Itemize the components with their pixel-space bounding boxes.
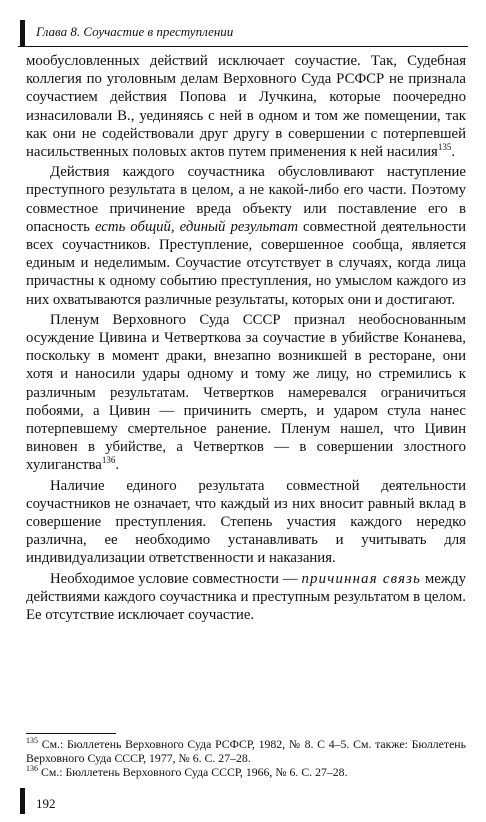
footnote-136 (26, 765, 466, 779)
paragraph-5-emphasis: причинная связь (301, 570, 422, 587)
paragraph-5 (26, 570, 466, 625)
footer-marker-bar (20, 788, 25, 814)
paragraph-2-emphasis: есть общий, единый результат (94, 218, 299, 235)
footnote-text: См.: Бюллетень Верховного Суда СССР, 1966, № 6. С. 27–28. (38, 765, 348, 780)
paragraph-1-text: мообусловленных действий исключает соучастие. Так, Судебная коллегия по уголовным делам Верховного Суда РСФСР не признала соучастием действия Попова и Лучкина, которые поочередно изнасиловали В., уединяясь с ней в одном и том же помещении, так как они не содействовали друг другу в совершении с потерпевшей насильственных половых актов путем применения к ней насилия (26, 53, 466, 161)
paragraph-2-rest: совместной деятельности всех соучастников. Преступление, совершенное сообща, является единым и неделимым. Соучастие отсутствует в случаях, когда лица причастны к одному событию преступления, но умыслом каждого из них охватываются различные результаты, которых они и достигают. (26, 218, 467, 308)
footnote-divider (26, 733, 116, 734)
footnotes (26, 737, 466, 780)
paragraph-3 (26, 311, 466, 475)
paragraph-3-text: Пленум Верховного Суда СССР признал необоснованным осуждение Цивина и Четверткова за соучастие в убийстве Конанева, поскольку в момент драки, внезапно возникшей в ресторане, они хотя и наносили удары одному и тому же лицу, но стремились к различным результатам. Четвертков намеревался ограничиться побоями, а Цивин — причинить смерть, и ударом стула нанес потерпевшему смертельное ранение. Пленум нашел, что Цивин виновен в убийстве, а Четвертков — в совершении злостного хулиганства (26, 311, 466, 474)
chapter-title: Глава 8. Соучастие в преступлении (36, 24, 234, 39)
footnote-number: 136 (26, 764, 38, 774)
running-head (18, 14, 468, 47)
header-marker-bar (20, 20, 25, 46)
footnote-number: 135 (26, 736, 38, 746)
footnote-135 (26, 737, 466, 765)
paragraph-4: Наличие единого результата совместной деятельности соучастников не означает, что каждый из них вносит равный вклад в совершение преступления. Степень участия каждого нередко различна, ее необходимо устанавливать и учитывать для индивидуализации ответственности и наказания. (26, 477, 466, 567)
main-text (26, 52, 466, 626)
footnote-ref-135: 135 (437, 142, 452, 153)
paragraph-2 (26, 163, 466, 309)
paragraph-5-rest: между действиями каждого соучастника и преступным результатом в целом. Ее отсутствие исключает соучастие. (26, 570, 466, 624)
paragraph-2-text: Действия каждого соучастника обусловливают наступление преступного результата в целом, а не какой-либо его части. Поэтому совместное причинение вреда объекту или поставление его в опасность (26, 164, 466, 235)
footnote-ref-136: 136 (101, 455, 116, 466)
paragraph-5-text: Необходимое условие совместности — (50, 570, 302, 587)
paragraph-1-end: . (451, 144, 456, 161)
paragraph-3-end: . (115, 457, 120, 474)
footnote-text: См.: Бюллетень Верховного Суда РСФСР, 1982, № 8. С 4–5. См. также: Бюллетень Верховного Суда СССР, 1977, № 6. С. 27–28. (26, 737, 466, 766)
page-number: 192 (36, 796, 56, 811)
paragraph-1 (26, 52, 466, 161)
